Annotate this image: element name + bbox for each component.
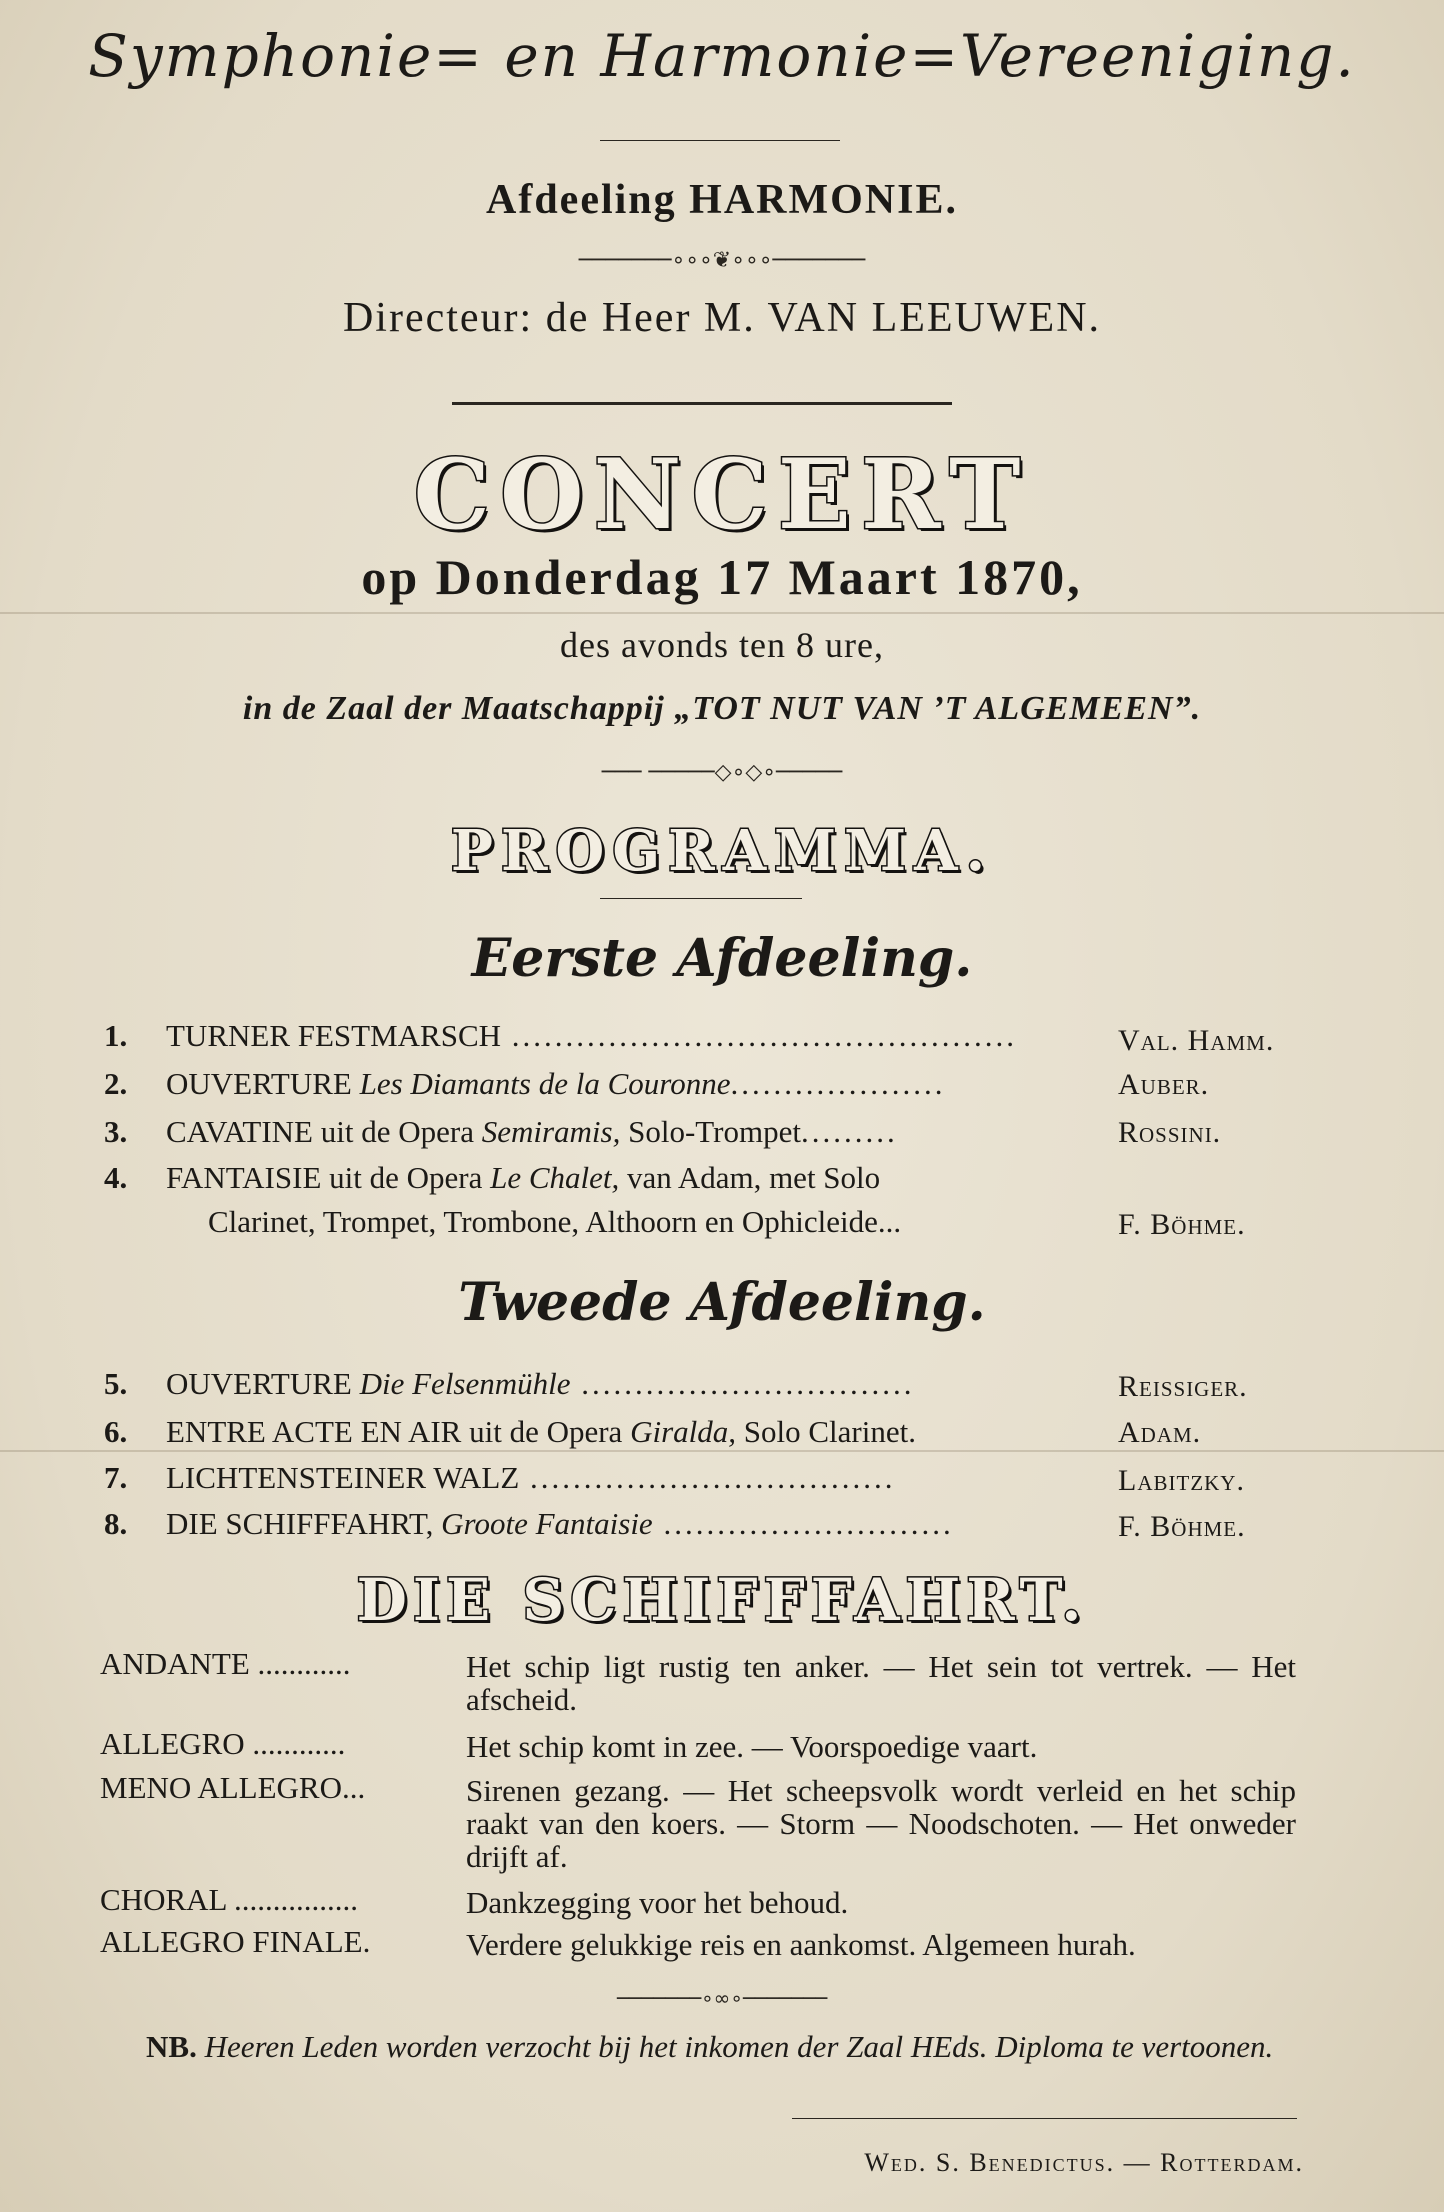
divider-ornament: ───────∘∞∘─────── bbox=[616, 1986, 828, 2010]
movement-description: Sirenen gezang. — Het scheepsvolk wordt verleid en het schip raakt van den koers. — Storm — Noodschoten. — Het onweder drijft af. bbox=[466, 1773, 1296, 1874]
date-line: op Donderdag 17 Maart 1870, bbox=[361, 549, 1083, 605]
movement-description: Het schip ligt rustig ten anker. — Het sein tot vertrek. — Het afscheid. bbox=[466, 1649, 1296, 1717]
movement-name: ANDANTE ............ bbox=[100, 1646, 351, 1681]
footer-rule bbox=[792, 2118, 1297, 2119]
concert-heading: CONCERT bbox=[413, 438, 1031, 551]
movement-description: Het schip komt in zee. — Voorspoedige vaart. bbox=[466, 1729, 1038, 1764]
divider-rule bbox=[452, 402, 952, 405]
programma-heading: PROGRAMMA. bbox=[450, 818, 994, 884]
time-line: des avonds ten 8 ure, bbox=[560, 625, 884, 665]
divider-rule bbox=[600, 898, 802, 899]
title-underline bbox=[600, 140, 840, 141]
movement-name: CHORAL ................ bbox=[100, 1882, 359, 1917]
nb-notice: NB. Heeren Leden worden verzocht bij het inkomen der Zaal HEds. Diploma te vertoonen. bbox=[146, 2029, 1274, 2064]
divider-ornament: ─── ─────◇∘◇∘───── bbox=[601, 760, 843, 785]
movement-name: ALLEGRO FINALE. bbox=[100, 1924, 371, 1959]
section-title: Afdeeling HARMONIE. bbox=[486, 177, 958, 223]
movement-description: Dankzegging voor het behoud. bbox=[466, 1885, 849, 1920]
concert-program-sheet: Symphonie= en Harmonie=Vereeniging. Afdeeling HARMONIE. ───────∘∘∘❦∘∘∘─────── Directeur: de Heer M. VAN LEEUWEN. CONCERT op Donderdag 17 Maart 1870, des avonds ten 8 ure, in de Zaal der Maatschappij „TOT NUT VAN ’T ALGEMEEN”. ─── ─────◇∘◇∘───── PROGRAMMA. Eerste Afdeeling. 1. TURNER FESTMARSCH ............................................... Val. Hamm. 2. OUVERTURE Les Diamants de la Couronne.................... Auber. 3. CAVATINE uit de Opera Semiramis, Solo-Trompet......... Rossini. 4. FANTAISIE uit de Opera Le Chalet, van Adam, met Solo Clarinet, Trompet, Trombone, Althoorn en Ophicleide... F. Böhme. Tweede Afdeeling. 5. OUVERTURE Die Felsenmühle ............................... Reissiger. 6. ENTRE ACTE EN AIR uit de Opera Giralda, Solo Clarinet. Adam. 7. LICHTENSTEINER WALZ .................................. Labitzky. 8. DIE SCHIFFFAHRT, Groote Fantaisie ........................... F. Böhme. DIE SCHIFFFAHRT. ANDANTE ............ Het schip ligt rustig ten anker. — Het sein tot vertrek. — Het afscheid. ALLEGRO ............ Het schip komt in zee. — Voorspoedige vaart. MENO ALLEGRO... Sirenen gezang. — Het scheepsvolk wordt verleid en het schip raakt van den koers. — Storm — Noodschoten. — Het onweder drijft af. CHORAL ................ Dankzegging voor het behoud. ALLEGRO FINALE. Verdere gelukkige reis en aankomst. Algemeen hurah. ───────∘∞∘─────── NB. Heeren Leden worden verzocht bij het inkomen der Zaal HEds. Diploma te vertoonen. Wed. S. Benedictus. — Rotterdam. bbox=[0, 0, 1444, 2212]
schifffahrt-heading: DIE SCHIFFFAHRT. bbox=[356, 1566, 1088, 1634]
society-title: Symphonie= en Harmonie=Vereeniging. bbox=[88, 22, 1356, 90]
movement-name: ALLEGRO ............ bbox=[100, 1726, 346, 1761]
venue-line: in de Zaal der Maatschappij „TOT NUT VAN ’T ALGEMEEN”. bbox=[242, 690, 1202, 727]
movement-description: Verdere gelukkige reis en aankomst. Algemeen hurah. bbox=[466, 1927, 1136, 1962]
divider-ornament: ───────∘∘∘❦∘∘∘─────── bbox=[578, 248, 866, 273]
fold-crease bbox=[0, 612, 1444, 614]
movement-name: MENO ALLEGRO... bbox=[100, 1770, 366, 1805]
director-line: Directeur: de Heer M. VAN LEEUWEN. bbox=[342, 295, 1102, 341]
part2-heading: Tweede Afdeeling. bbox=[458, 1272, 986, 1333]
printer-imprint: Wed. S. Benedictus. — Rotterdam. bbox=[864, 2148, 1304, 2177]
part1-heading: Eerste Afdeeling. bbox=[471, 928, 973, 989]
fold-crease bbox=[0, 1450, 1444, 1452]
